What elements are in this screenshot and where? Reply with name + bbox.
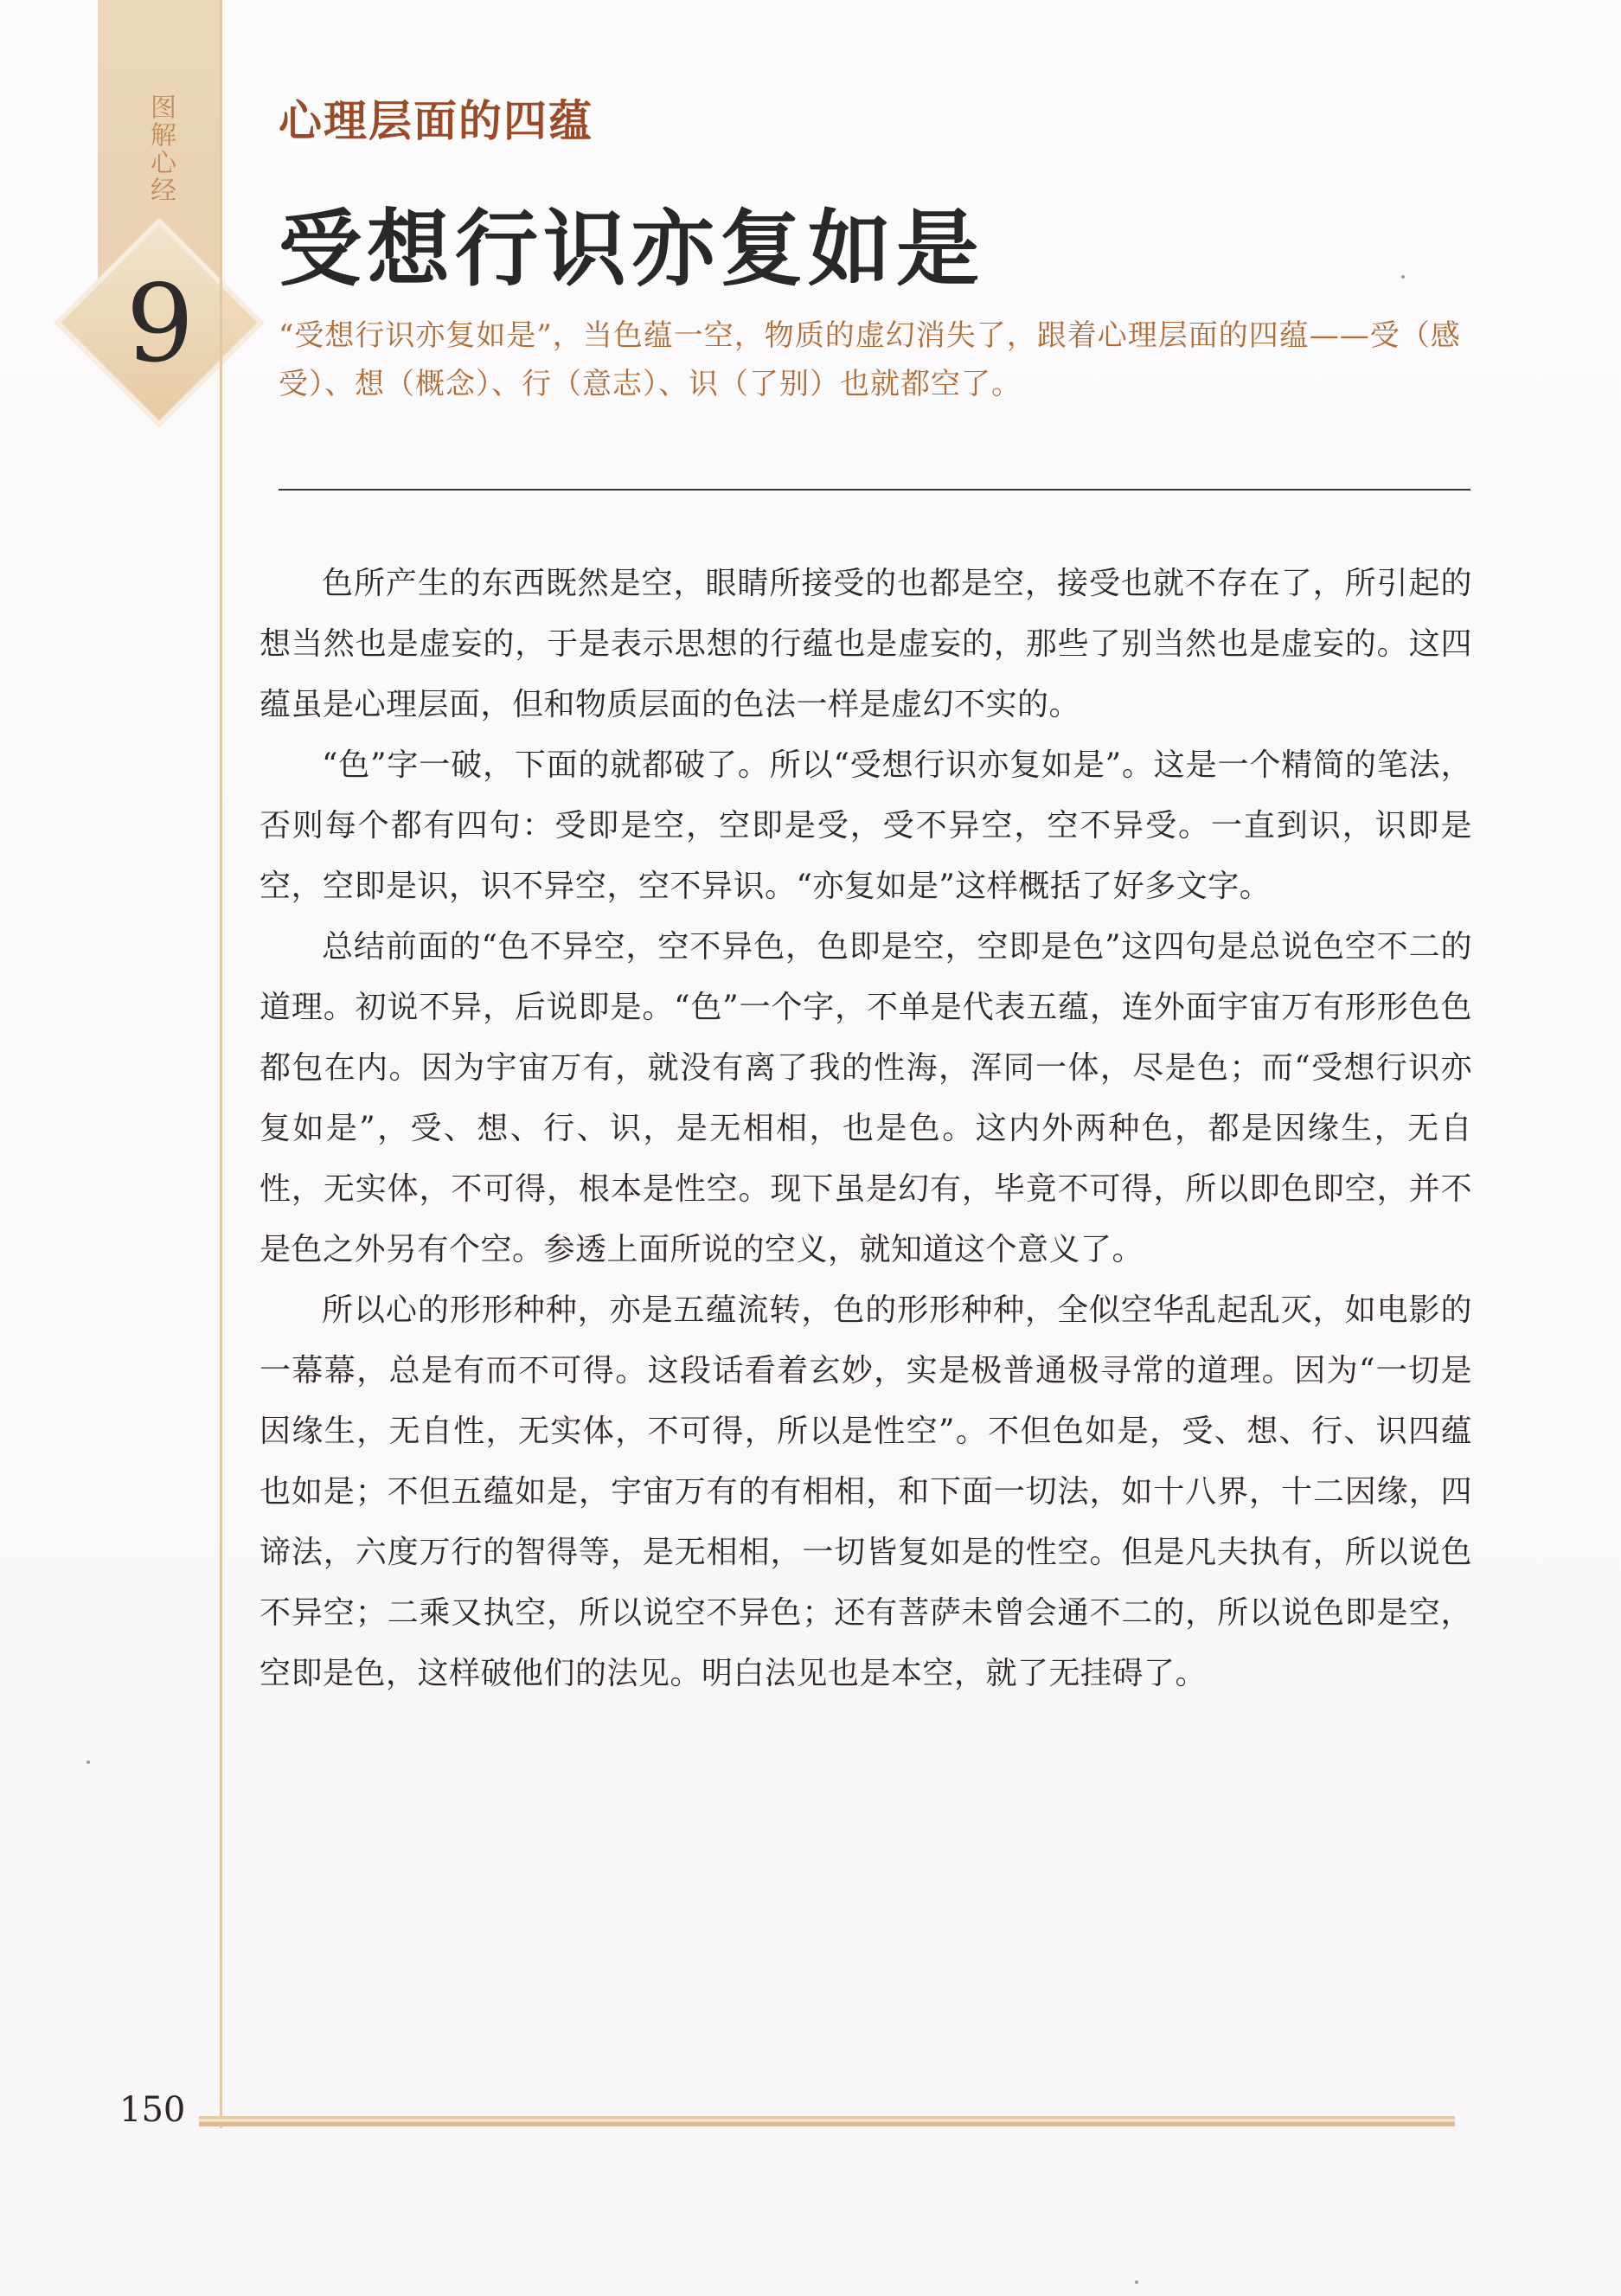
intro-summary: “受想行识亦复如是”，当色蕴一空，物质的虚幻消失了，跟着心理层面的四蕴——受（感受）、想（概念）、行（意志）、识（了别）也就都空了。 xyxy=(279,318,1461,401)
paragraph: “色”字一破，下面的就都破了。所以“受想行识亦复如是”。这是一个精简的笔法，否则每个都有四句：受即是空，空即是受，受不异空，空不异受。一直到识，识即是空，空即是识，识不异空，空不异识。“亦复如是”这样概括了好多文字。 xyxy=(259,747,1472,904)
paragraph: 色所产生的东西既然是空，眼睛所接受的也都是空，接受也就不存在了，所引起的想当然也是虚妄的，于是表示思想的行蕴也是虚妄的，那些了别当然也是虚妄的。这四蕴虽是心理层面，但和物质层面的色法一样是虚幻不实的。 xyxy=(259,566,1472,722)
section-subtitle: 心理层面的四蕴 xyxy=(279,95,593,146)
scan-speck xyxy=(1135,2280,1138,2284)
scan-speck xyxy=(1401,275,1405,279)
series-label: 图解心经 xyxy=(145,93,176,204)
scan-speck xyxy=(86,1760,90,1764)
header-divider xyxy=(279,489,1470,491)
body-text xyxy=(259,554,1472,1704)
side-rule xyxy=(220,0,222,2128)
chapter-number: 9 xyxy=(125,262,195,387)
paragraph: 总结前面的“色不异空，空不异色，色即是空，空即是色”这四句是总说色空不二的道理。初说不异，后说即是。“色”一个字，不单是代表五蕴，连外面宇宙万有形形色色都包在内。因为宇宙万有，就没有离了我的性海，浑同一体，尽是色；而“受想行识亦复如是”，受、想、行、识，是无相相，也是色。这内外两种色，都是因缘生，无自性，无实体，不可得，根本是性空。现下虽是幻有，毕竟不可得，所以即色即空，并不是色之外另有个空。参透上面所说的空义，就知道这个意义了。 xyxy=(259,929,1472,1267)
footer-rule xyxy=(199,2116,1455,2126)
page-number: 150 xyxy=(119,2090,186,2130)
paragraph: 所以心的形形种种，亦是五蕴流转，色的形形种种，全似空华乱起乱灭，如电影的一幕幕，总是有而不可得。这段话看着玄妙，实是极普通极寻常的道理。因为“一切是因缘生，无自性，无实体，不可得，所以是性空”。不但色如是，受、想、行、识四蕴也如是；不但五蕴如是，宇宙万有的有相相，和下面一切法，如十八界，十二因缘，四谛法，六度万行的智得等，是无相相，一切皆复如是的性空。但是凡夫执有，所以说色不异空；二乘又执空，所以说空不异色；还有菩萨未曾会通不二的，所以说色即是空，空即是色，这样破他们的法见。明白法见也是本空，就了无挂碍了。 xyxy=(259,1292,1472,1691)
page-title: 受想行识亦复如是 xyxy=(279,200,984,298)
